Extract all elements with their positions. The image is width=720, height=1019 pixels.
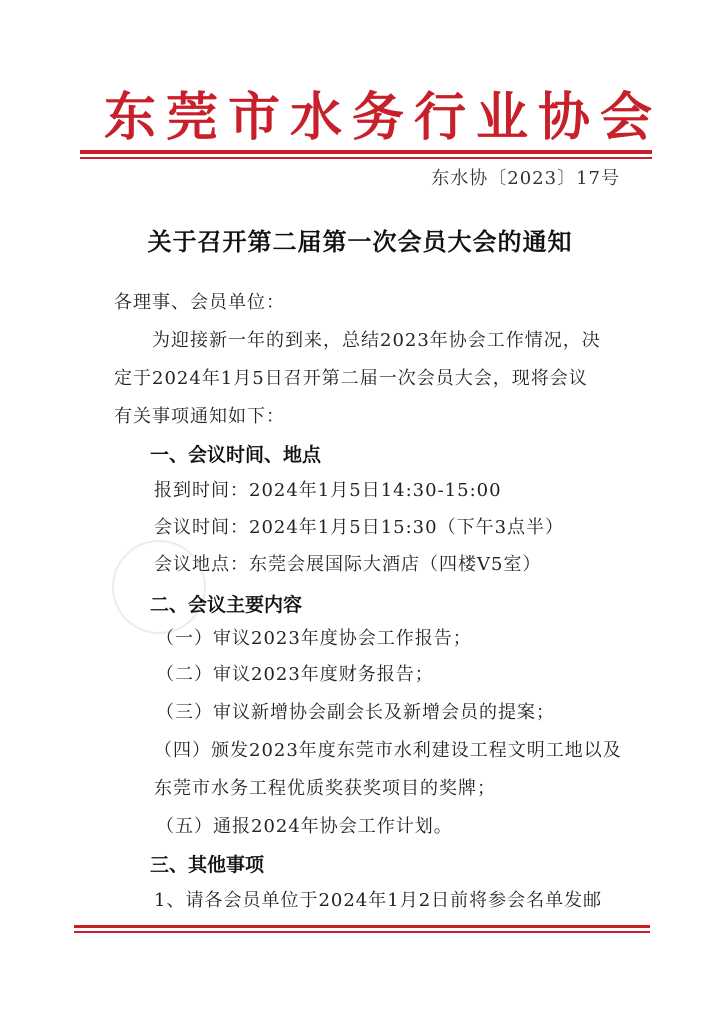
- letterhead-rule-thin: [80, 157, 652, 159]
- section-heading-time-place: 一、会议时间、地点: [150, 444, 322, 466]
- salutation: 各理事、会员单位：: [114, 292, 285, 313]
- intro-line: 有关事项通知如下：: [114, 406, 285, 427]
- footer-rule-thick: [74, 925, 650, 928]
- footer-rule-thin: [74, 931, 650, 933]
- section-line: （五）通报2024年协会工作计划。: [156, 816, 453, 837]
- intro-line: 定于2024年1月5日召开第二届一次会员大会，现将会议: [114, 368, 588, 389]
- section-heading-other: 三、其他事项: [150, 854, 265, 876]
- document-number: 东水协〔2023〕17号: [431, 168, 620, 189]
- section-line: 报到时间：2024年1月5日14:30-15:00: [154, 480, 502, 501]
- section-line: （四）颁发2023年度东莞市水利建设工程文明工地以及: [154, 740, 622, 761]
- section-line: （三）审议新增协会副会长及新增会员的提案；: [156, 702, 555, 723]
- section-line: 东莞市水务工程优质奖获奖项目的奖牌；: [154, 778, 496, 799]
- section-heading-main-content: 二、会议主要内容: [150, 594, 303, 616]
- section-line: 会议地点：东莞会展国际大酒店（四楼V5室）: [154, 554, 542, 575]
- org-letterhead-title: 东莞市水务行业协会: [104, 87, 663, 148]
- notice-title: 关于召开第二届第一次会员大会的通知: [147, 227, 573, 256]
- intro-line: 为迎接新一年的到来，总结2023年协会工作情况，决: [152, 330, 601, 351]
- section-line: 会议时间：2024年1月5日15:30（下午3点半）: [154, 517, 565, 538]
- section-line: （一）审议2023年度协会工作报告；: [156, 628, 472, 649]
- section-line: 1、请各会员单位于2024年1月2日前将参会名单发邮: [154, 890, 603, 911]
- faint-stamp-mark: [112, 540, 206, 634]
- letterhead-rule-thick: [80, 150, 652, 154]
- section-line: （二）审议2023年度财务报告；: [156, 664, 434, 685]
